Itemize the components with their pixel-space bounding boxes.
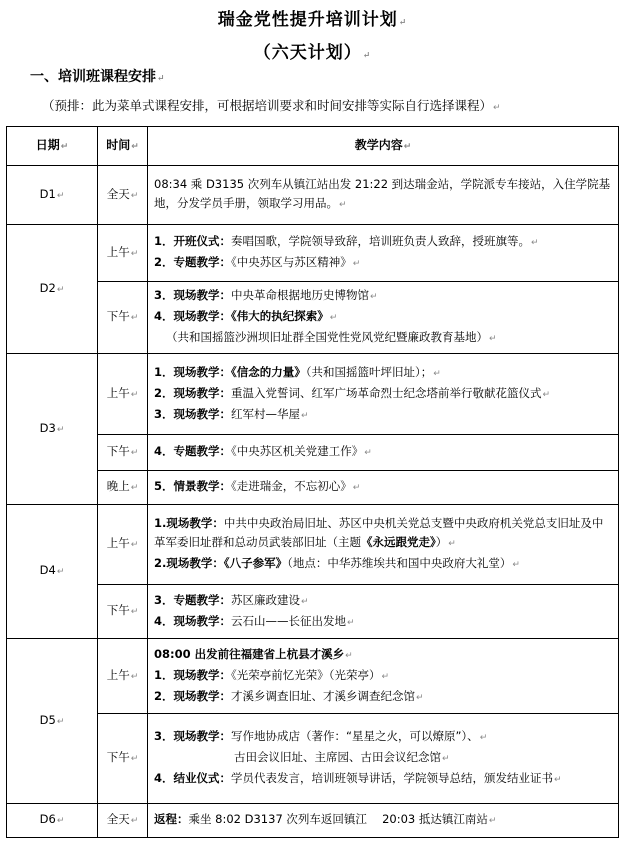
section-heading: 一、培训班课程安排↵ bbox=[30, 69, 165, 85]
list-item: 2．现场教学：才溪乡调查旧址、才溪乡调查纪念馆↵ bbox=[154, 688, 424, 703]
list-item: 1．现场教学：《信念的力量》（共和国摇篮叶坪旧址）；↵ bbox=[154, 364, 441, 379]
list-item: 5．情景教学：《走进瑞金，不忘初心》↵ bbox=[154, 479, 361, 493]
list-item: 3．现场教学：红军村—华屋↵ bbox=[154, 406, 309, 421]
table-row bbox=[7, 282, 619, 354]
time-cell: 上午↵ bbox=[98, 354, 148, 435]
page-title: 瑞金党性提升培训计划↵ bbox=[217, 10, 408, 30]
header-day: 日期↵ bbox=[7, 127, 98, 166]
content-cell bbox=[148, 505, 619, 585]
d1-arrival-text: 08:34 乘 D3135 次列车从镇江站出发 21:22 到达瑞金站，学院派专车接站，入住学院基地，分发学员手册，领取学习用品。↵ bbox=[154, 177, 611, 210]
list-item: 4．专题教学：《中央苏区机关党建工作》↵ bbox=[154, 444, 372, 458]
header-content: 教学内容↵ bbox=[148, 127, 619, 166]
day-cell-d5: D5↵ bbox=[7, 639, 98, 804]
list-item: 3．专题教学：苏区廉政建设↵ bbox=[154, 592, 309, 607]
content-cell bbox=[148, 471, 619, 505]
table-row bbox=[7, 225, 619, 282]
table-header-row bbox=[7, 127, 619, 166]
time-cell: 下午↵ bbox=[98, 435, 148, 471]
table-row bbox=[7, 354, 619, 435]
list-item: 古田会议旧址、主席园、古田会议纪念馆↵ bbox=[234, 750, 450, 764]
day-cell-d3: D3↵ bbox=[7, 354, 98, 505]
list-item: 4．现场教学：《伟大的执纪探索》↵ bbox=[154, 309, 338, 323]
time-cell: 上午↵ bbox=[98, 505, 148, 585]
page-subtitle: （六天计划）↵ bbox=[253, 43, 372, 63]
table-row bbox=[7, 166, 619, 225]
table-row bbox=[7, 585, 619, 639]
table-row bbox=[7, 639, 619, 714]
list-item: 3．现场教学：写作地协成店（著作：“星星之火，可以燎原”）、↵ bbox=[154, 729, 488, 743]
content-cell bbox=[148, 282, 619, 354]
list-item: 1．开班仪式：奏唱国歌，学院领导致辞，培训班负责人致辞，授班旗等。↵ bbox=[154, 234, 539, 248]
time-cell: 下午↵ bbox=[98, 714, 148, 804]
list-item: 2．专题教学：《中央苏区与苏区精神》↵ bbox=[154, 255, 361, 269]
table-row bbox=[7, 471, 619, 505]
time-cell: 全天↵ bbox=[98, 804, 148, 838]
day-cell-d2: D2↵ bbox=[7, 225, 98, 354]
content-cell bbox=[148, 166, 619, 225]
content-cell bbox=[148, 435, 619, 471]
table-row bbox=[7, 435, 619, 471]
day-cell-d6: D6↵ bbox=[7, 804, 98, 838]
header-time: 时间↵ bbox=[98, 127, 148, 166]
content-cell bbox=[148, 585, 619, 639]
list-item: 3．现场教学：中央革命根据地历史博物馆↵ bbox=[154, 288, 378, 302]
list-item: 返程：乘坐 8:02 D3137 次列车返回镇江 20:03 抵达镇江南站↵ bbox=[154, 812, 497, 826]
list-item: 08:00 出发前往福建省上杭县才溪乡↵ bbox=[154, 646, 353, 661]
time-cell: 下午↵ bbox=[98, 282, 148, 354]
list-item: （共和国摇篮沙洲坝旧址群全国党性党风党纪暨廉政教育基地）↵ bbox=[166, 330, 497, 344]
content-cell bbox=[148, 354, 619, 435]
content-cell bbox=[148, 225, 619, 282]
time-cell: 上午↵ bbox=[98, 639, 148, 714]
day-cell-d1: D1↵ bbox=[7, 166, 98, 225]
list-item: 1．现场教学：《光荣亭前忆光荣》（光荣亭）↵ bbox=[154, 667, 390, 682]
content-cell bbox=[148, 639, 619, 714]
schedule-table bbox=[6, 126, 619, 838]
time-cell: 全天↵ bbox=[98, 166, 148, 225]
time-cell: 上午↵ bbox=[98, 225, 148, 282]
table-row bbox=[7, 804, 619, 838]
day-cell-d4: D4↵ bbox=[7, 505, 98, 639]
list-item: 4．现场教学：云石山——长征出发地↵ bbox=[154, 613, 355, 628]
list-item: 2.现场教学：《八子参军》（地点：中华苏维埃共和国中央政府大礼堂）↵ bbox=[154, 556, 520, 570]
time-cell: 晚上↵ bbox=[98, 471, 148, 505]
table-row bbox=[7, 714, 619, 804]
schedule-note: （预排：此为菜单式课程安排，可根据培训要求和时间安排等实际自行选择课程）↵ bbox=[42, 98, 501, 113]
list-item: 2．现场教学：重温入党誓词、红军广场革命烈士纪念塔前举行敬献花篮仪式↵ bbox=[154, 385, 551, 400]
list-item: 4．结业仪式：学员代表发言，培训班领导讲话，学院领导总结，颁发结业证书↵ bbox=[154, 771, 562, 785]
content-cell bbox=[148, 714, 619, 804]
list-item: 1.现场教学：中共中央政治局旧址、苏区中央机关党总支暨中央政府机关党总支旧址及中革军委旧址群和总动员武装部旧址（主题《永远跟党走》）↵ bbox=[154, 516, 604, 549]
time-cell: 下午↵ bbox=[98, 585, 148, 639]
content-cell bbox=[148, 804, 619, 838]
table-row bbox=[7, 505, 619, 585]
